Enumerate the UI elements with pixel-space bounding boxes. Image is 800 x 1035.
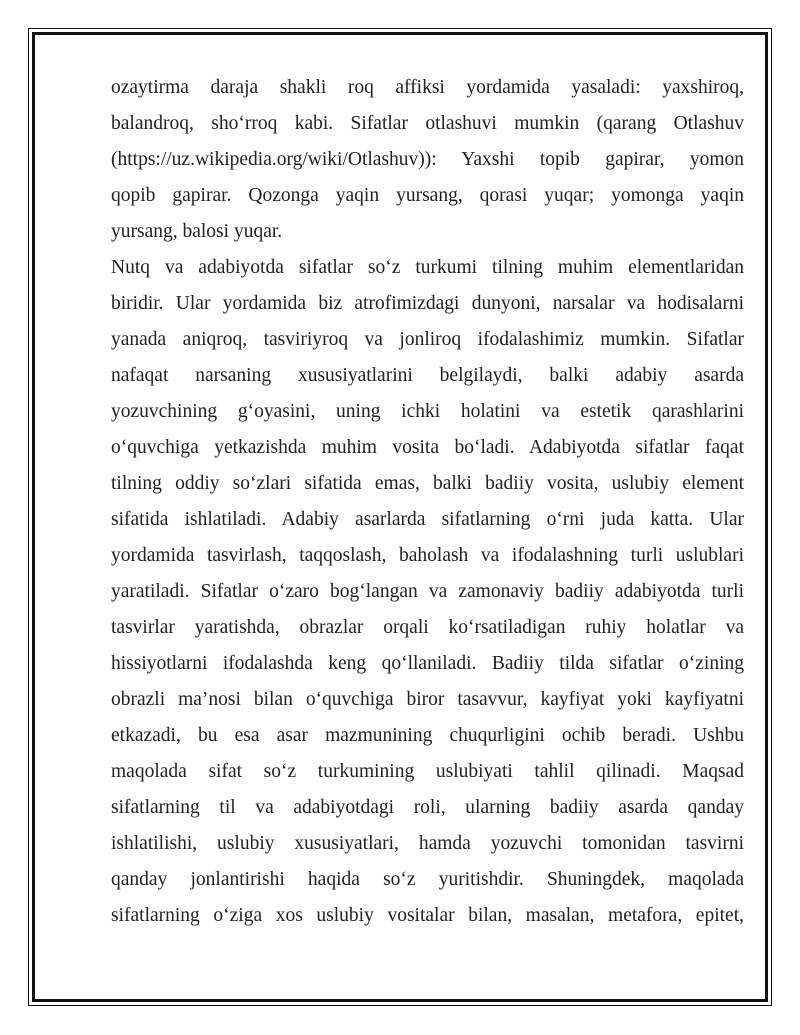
- text-line: obrazli ma’nosi bilan o‘quvchiga biror tasavvur, kayfiyat yoki kayfiyatni: [111, 689, 744, 710]
- text-line: Nutq va adabiyotda sifatlar so‘z turkumi tilning muhim elementlaridan: [111, 257, 744, 278]
- text-line: maqolada sifat so‘z turkumining uslubiyati tahlil qilinadi. Maqsad: [111, 761, 744, 782]
- text-line: biridir. Ular yordamida biz atrofimizdagi dunyoni, narsalar va hodisalarni: [111, 293, 744, 314]
- text-line: etkazadi, bu esa asar mazmunining chuqurligini ochib beradi. Ushbu: [111, 725, 744, 746]
- text-line: yordamida tasvirlash, taqqoslash, baholash va ifodalashning turli uslublari: [111, 545, 744, 566]
- text-line: sifatlarning til va adabiyotdagi roli, ularning badiiy asarda qanday: [111, 797, 744, 818]
- text-line: (https://uz.wikipedia.org/wiki/Otlashuv)): Yaxshi topib gapirar, yomon: [111, 149, 744, 170]
- text-line: ozaytirma daraja shakli roq affiksi yordamida yasaladi: yaxshiroq,: [111, 77, 744, 98]
- text-line: ishlatilishi, uslubiy xususiyatlari, hamda yozuvchi tomonidan tasvirni: [111, 833, 744, 854]
- paragraph-1: [111, 70, 744, 250]
- text-line: tasvirlar yaratishda, obrazlar orqali ko‘rsatiladigan ruhiy holatlar va: [111, 617, 744, 638]
- paragraph-2: [111, 250, 744, 934]
- text-line: hissiyotlarni ifodalashda keng qo‘llaniladi. Badiiy tilda sifatlar o‘zining: [111, 653, 744, 674]
- text-line: qopib gapirar. Qozonga yaqin yursang, qorasi yuqar; yomonga yaqin: [111, 185, 744, 206]
- text-line: balandroq, sho‘rroq kabi. Sifatlar otlashuvi mumkin (qarang Otlashuv: [111, 113, 744, 134]
- text-line: yursang, balosi yuqar.: [111, 221, 283, 242]
- text-line: tilning oddiy so‘zlari sifatida emas, balki badiiy vosita, uslubiy element: [111, 473, 744, 494]
- text-line: sifatida ishlatiladi. Adabiy asarlarda sifatlarning o‘rni juda katta. Ular: [111, 509, 744, 530]
- text-line: qanday jonlantirishi haqida so‘z yuritishdir. Shuningdek, maqolada: [111, 869, 744, 890]
- document-body: [111, 70, 744, 934]
- text-line: yozuvchining g‘oyasini, uning ichki holatini va estetik qarashlarini: [111, 401, 744, 422]
- text-line: yaratiladi. Sifatlar o‘zaro bog‘langan va zamonaviy badiiy adabiyotda turli: [111, 581, 744, 602]
- text-line: sifatlarning o‘ziga xos uslubiy vositalar bilan, masalan, metafora, epitet,: [111, 905, 744, 926]
- text-line: nafaqat narsaning xususiyatlarini belgilaydi, balki adabiy asarda: [111, 365, 744, 386]
- text-line: yanada aniqroq, tasviriyroq va jonliroq ifodalashimiz mumkin. Sifatlar: [111, 329, 744, 350]
- text-line: o‘quvchiga yetkazishda muhim vosita bo‘ladi. Adabiyotda sifatlar faqat: [111, 437, 744, 458]
